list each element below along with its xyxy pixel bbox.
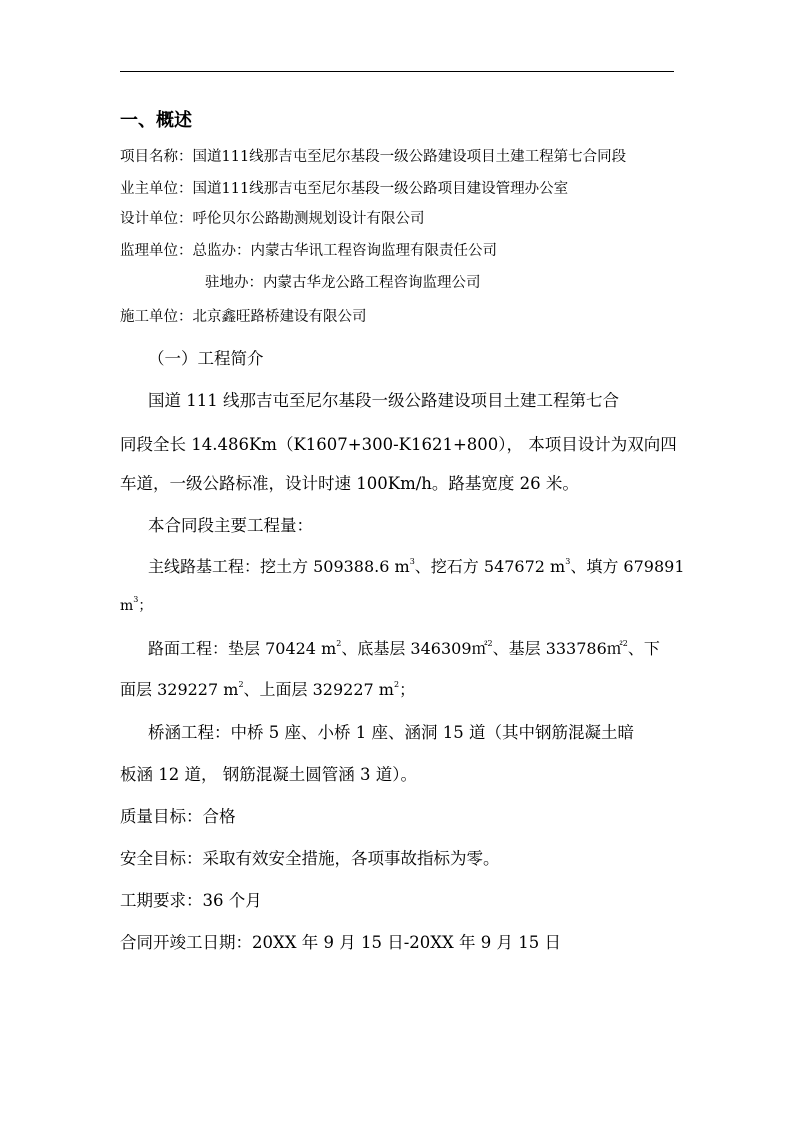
intro-line-2: 同段全长 14.486Km（K1607+300-K1621+800）， 本项目设计为双向四 — [120, 435, 677, 454]
supervisor-chief-line: 监理单位：总监办：内蒙古华讯工程咨询监理有限责任公司 — [120, 243, 497, 259]
roadbed-end: ； — [138, 598, 153, 614]
unit-sup: 2 — [622, 639, 628, 648]
unit-sup: 2 — [393, 680, 400, 689]
header-rule — [120, 71, 674, 72]
bridge-line-2: 板涵 12 道， 钢筋混凝土圆管涵 3 道）。 — [120, 765, 417, 784]
designer-line: 设计单位：呼伦贝尔公路勘测规划设计有限公司 — [120, 211, 425, 227]
pavement-subbase: 、底基层 346309㎡ — [341, 639, 488, 658]
overview-subtitle: （一）工程简介 — [148, 349, 264, 368]
roadbed-line-2 — [120, 595, 152, 615]
roadbed-fill: 、填方 679891 — [570, 557, 685, 576]
roadbed-cut-rock: 、挖石方 547672 m — [414, 557, 566, 576]
pavement-line-1 — [148, 636, 660, 659]
safety-target: 安全目标：采取有效安全措施，各项事故指标为零。 — [120, 849, 500, 868]
pavement-base: 、基层 333786㎡ — [492, 639, 623, 658]
unit-sup: 3 — [565, 557, 571, 566]
roadbed-cut-earth: 主线路基工程：挖土方 509388.6 m — [148, 557, 410, 576]
quantities-title: 本合同段主要工程量： — [148, 516, 313, 535]
unit-sup: 3 — [133, 595, 139, 604]
duration: 工期要求：36 个月 — [120, 891, 262, 910]
pavement-end: ； — [399, 680, 416, 699]
pavement-lower: 面层 329227 m — [120, 680, 239, 699]
pavement-cushion: 路面工程：垫层 70424 m — [148, 639, 337, 658]
project-name-line: 项目名称：国道111线那吉屯至尼尔基段一级公路建设项目土建工程第七合同段 — [120, 149, 627, 165]
contractor-line: 施工单位：北京鑫旺路桥建设有限公司 — [120, 309, 367, 325]
unit-sup: 3 — [409, 557, 415, 566]
roadbed-line — [148, 554, 685, 577]
pavement-line-2 — [120, 677, 415, 700]
section-title: 一、概述 — [120, 110, 192, 131]
pavement-upper: 、上面层 329227 m — [243, 680, 394, 699]
contract-dates: 合同开竣工日期：20XX 年 9 月 15 日-20XX 年 9 月 15 日 — [120, 933, 561, 952]
roadbed-unit: m — [120, 598, 134, 614]
unit-sup: 2 — [238, 680, 244, 689]
unit-sup: 2 — [487, 639, 493, 648]
unit-sup: 2 — [336, 639, 342, 648]
intro-line-1: 国道 111 线那吉屯至尼尔基段一级公路建设项目土建工程第七合 — [148, 391, 619, 410]
supervisor-resident-line: 驻地办：内蒙古华龙公路工程咨询监理公司 — [205, 275, 481, 291]
intro-line-3: 车道，一级公路标准，设计时速 100Km/h。路基宽度 26 米。 — [120, 474, 579, 493]
bridge-line-1: 桥涵工程：中桥 5 座、小桥 1 座、涵洞 15 道（其中钢筋混凝土暗 — [148, 723, 634, 742]
owner-line: 业主单位：国道111线那吉屯至尼尔基段一级公路项目建设管理办公室 — [120, 181, 569, 197]
quality-target: 质量目标：合格 — [120, 807, 236, 826]
pavement-lower-label: 、下 — [627, 639, 660, 658]
